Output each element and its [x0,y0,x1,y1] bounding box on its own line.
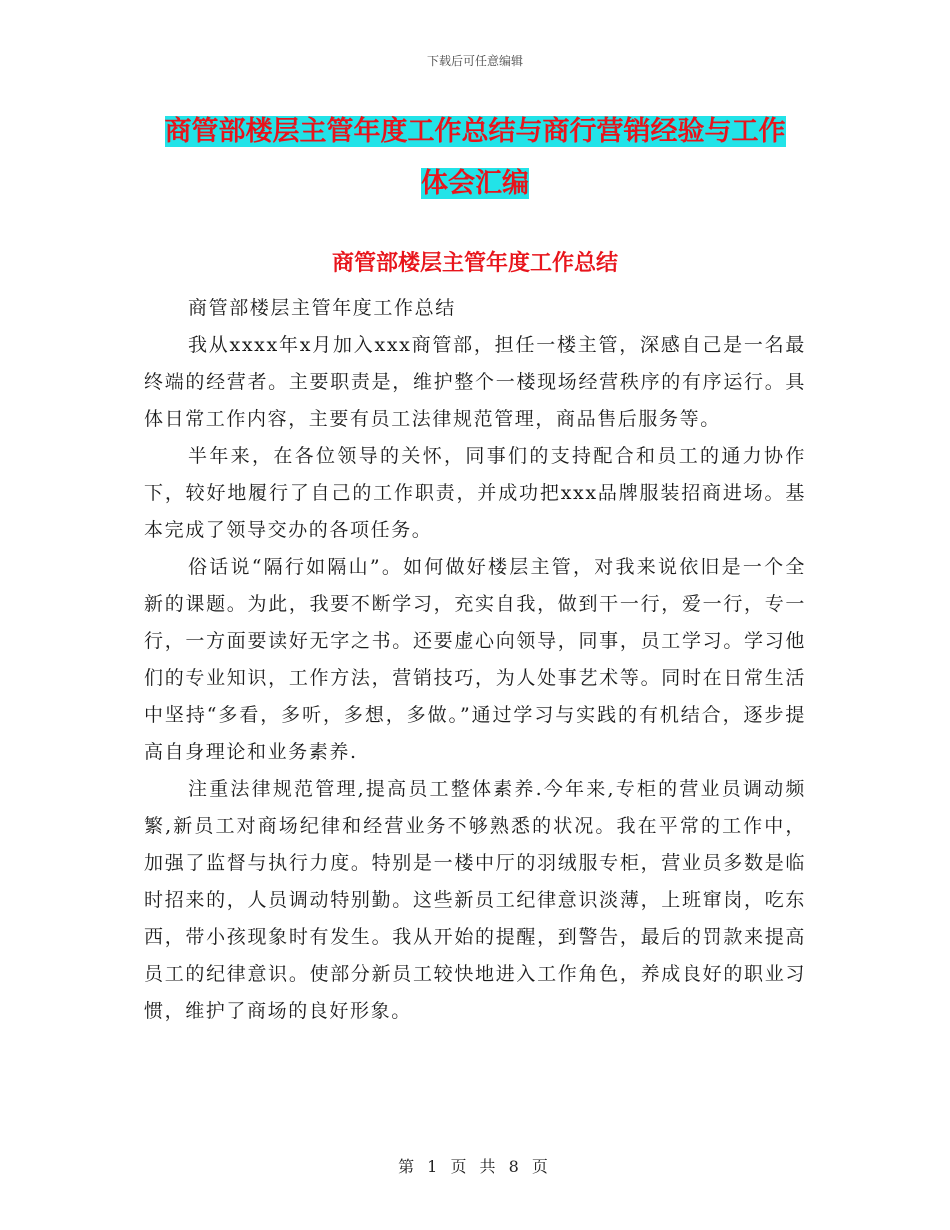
page-footer: 第 1 页 共 8 页 [398,1157,552,1176]
paragraph: 我从xxxx年x月加入xxx商管部，担任一楼主管，深感自己是一名最终端的经营者。主要职责是，维护整个一楼现场经营秩序的有序运行。具体日常工作内容，主要有员工法律规范管理，商品售后服务等。 [144,334,806,430]
paragraph: 俗话说“隔行如隔山”。如何做好楼层主管，对我来说依旧是一个全新的课题。为此，我要不断学习，充实自我，做到干一行，爱一行，专一行，一方面要读好无字之书。还要虚心向领导，同事，员工学习。学习他们的专业知识，工作方法，营销技巧，为人处事艺术等。同时在日常生活中坚持“多看，多听，多想，多做。”通过学习与实践的有机结合，逐步提高自身理论和业务素养. [144,556,806,763]
header-note: 下载后可任意编辑 [426,54,523,68]
document-title-line-2: 体会汇编 [421,168,529,199]
document-title-line-1: 商管部楼层主管年度工作总结与商行营销经验与工作 [164,116,786,147]
section-title: 商管部楼层主管年度工作总结 [331,251,618,276]
document-title [140,106,810,210]
paragraph: 注重法律规范管理,提高员工整体素养.今年来,专柜的营业员调动频繁,新员工对商场纪律和经营业务不够熟悉的状况。我在平常的工作中，加强了监督与执行力度。特别是一楼中厅的羽绒服专柜，营业员多数是临时招来的，人员调动特别勤。这些新员工纪律意识淡薄，上班窜岗，吃东西，带小孩现象时有发生。我从开始的提醒，到警告，最后的罚款来提高员工的纪律意识。使部分新员工较快地进入工作角色，养成良好的职业习惯，维护了商场的良好形象。 [144,778,806,1022]
paragraph: 半年来，在各位领导的关怀，同事们的支持配合和员工的通力协作下，较好地履行了自己的工作职责，并成功把xxx品牌服装招商进场。基本完成了领导交办的各项任务。 [144,445,806,541]
paragraph: 商管部楼层主管年度工作总结 [188,297,456,319]
body-text [144,290,806,1030]
